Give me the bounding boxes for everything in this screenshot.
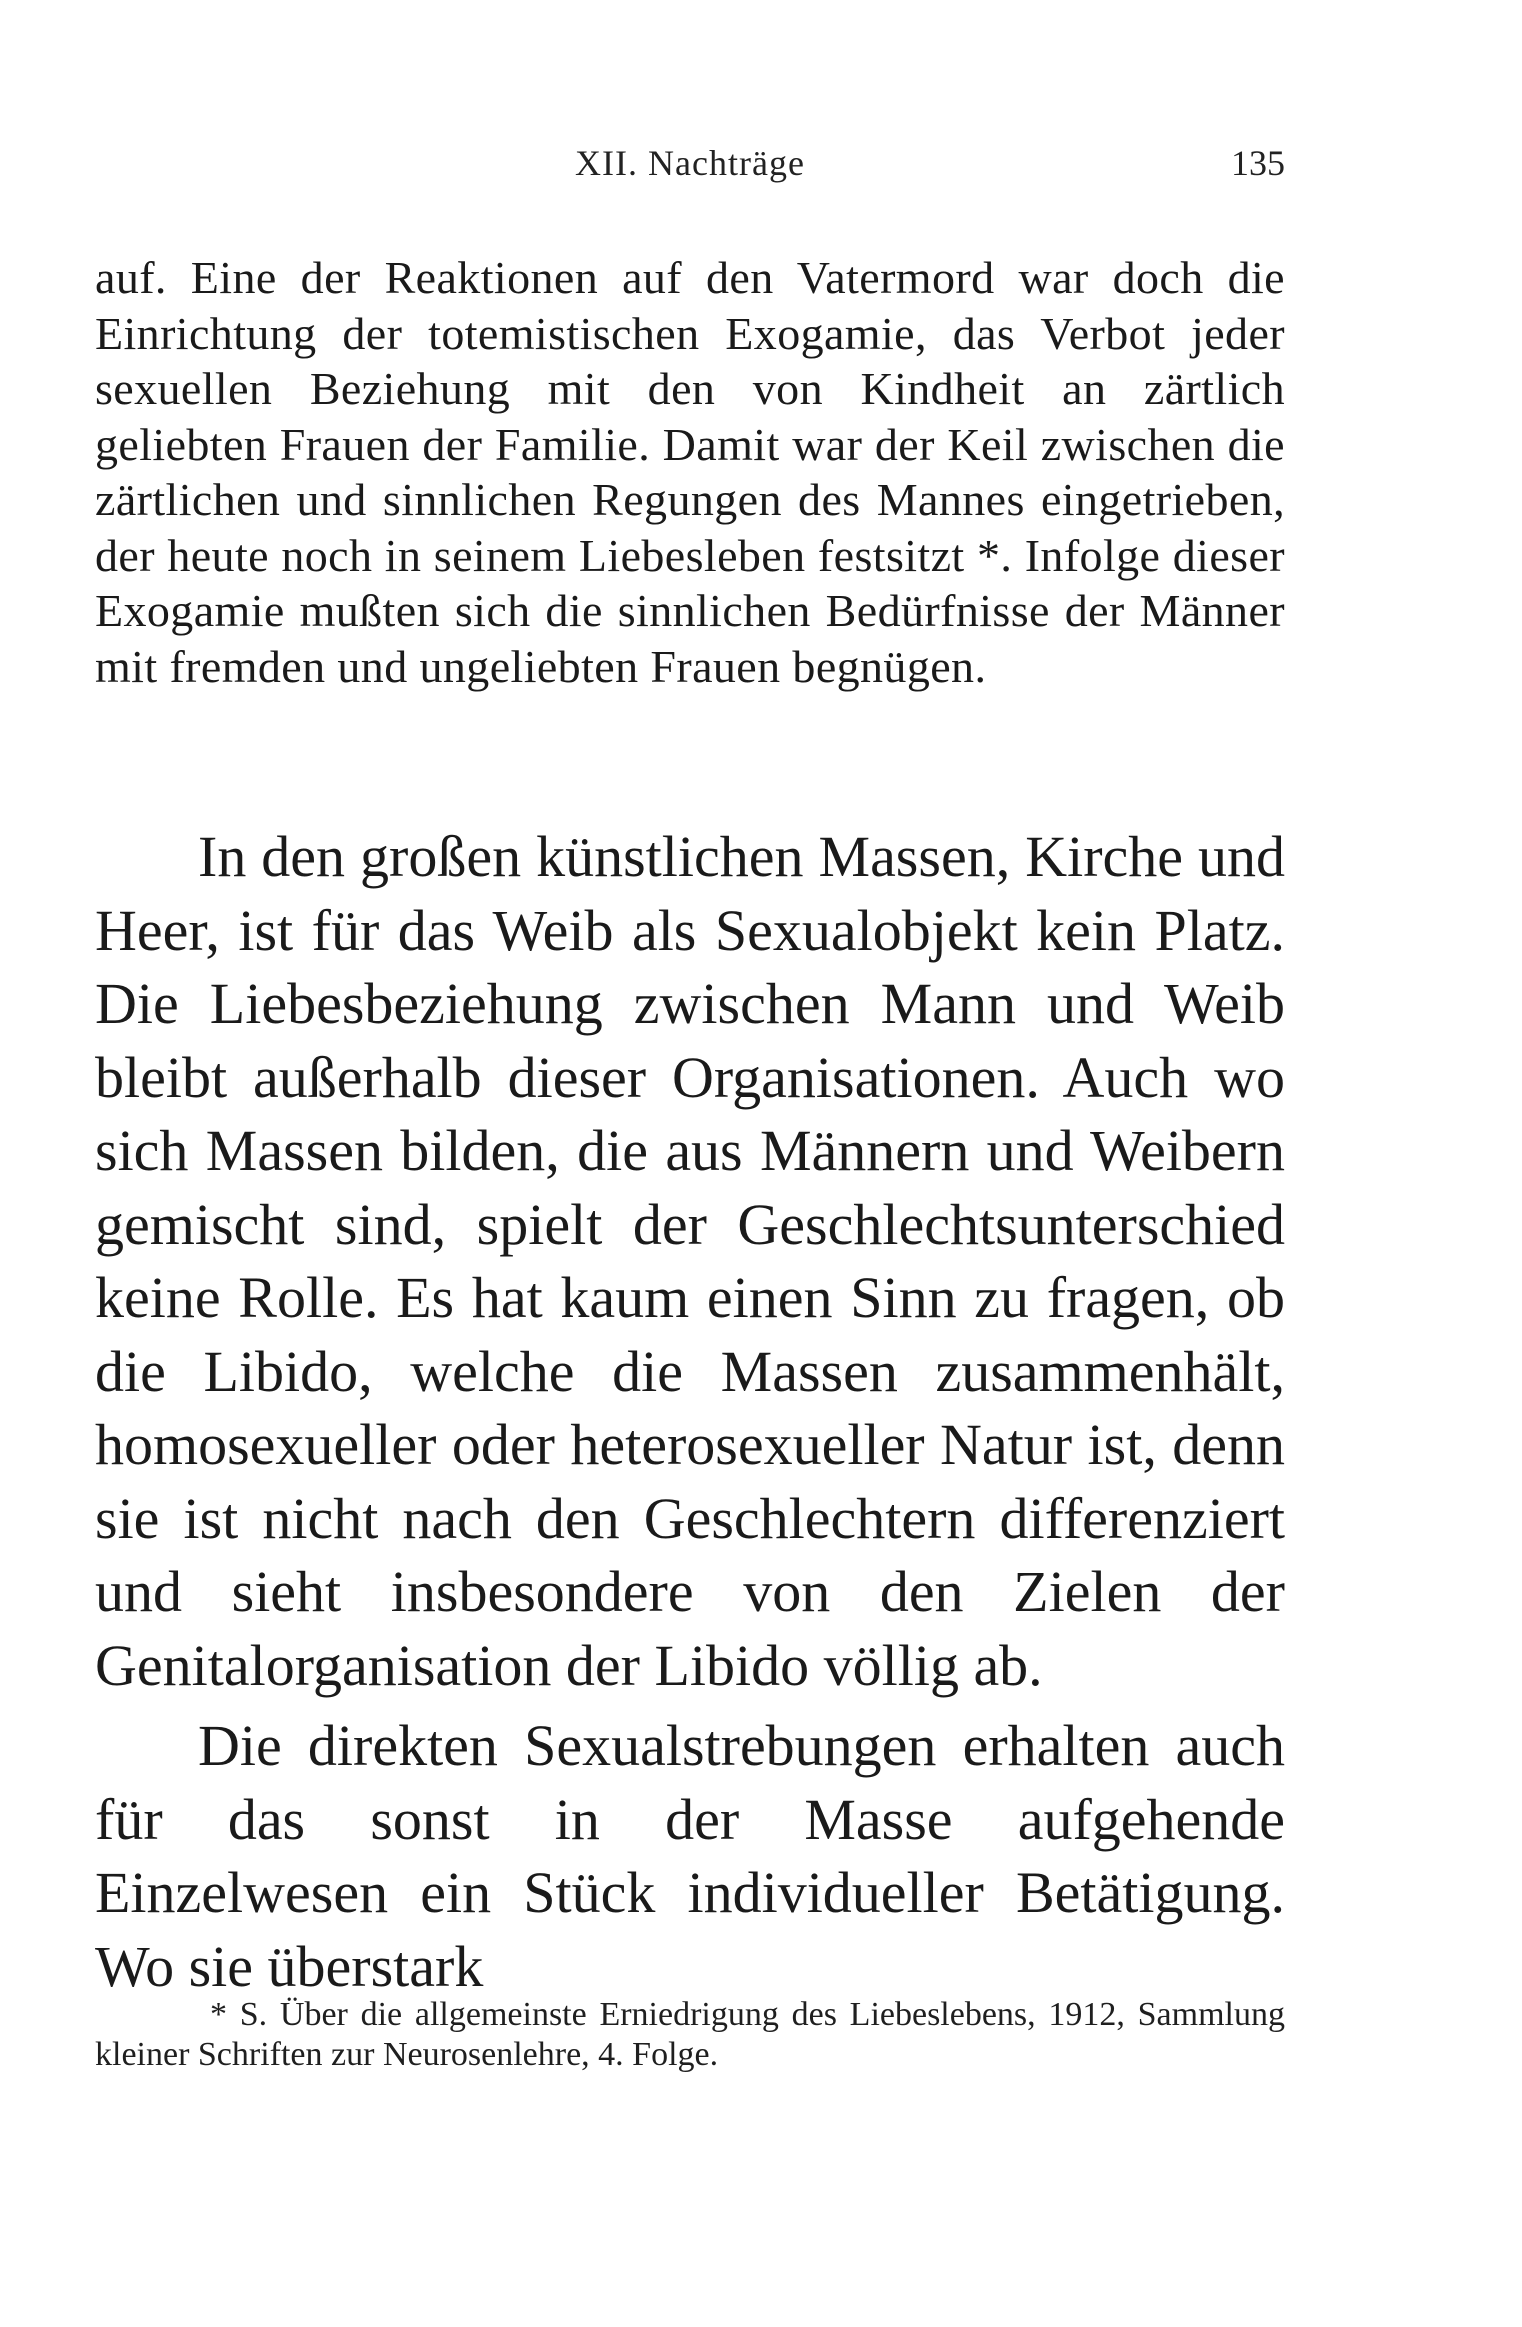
paragraph-3: Die direkten Sexualstrebungen erhalten auch für das sonst in der Masse aufgehende Einzelwesen ein Stück individueller Betätigung. Wo sie überstark [95, 1713, 1285, 1999]
footnote-text: * S. Über die allgemeinste Erniedrigung des Liebeslebens, 1912, Sammlung kleiner Schriften zur Neurosenlehre, 4. Folge. [95, 1996, 1285, 2073]
paragraph-2: In den großen künstlichen Massen, Kirche und Heer, ist für das Weib als Sexualobjekt kein Platz. Die Liebesbeziehung zwischen Mann und Weib bleibt außerhalb dieser Organisationen. Auch wo sich Massen bilden, die aus Männern und Weibern gemischt sind, spielt der Geschlechtsunterschied keine Rolle. Es hat kaum einen Sinn zu fragen, ob die Libido, welche die Massen zusammenhält, homosexueller oder heterosexueller Natur ist, denn sie ist nicht nach den Geschlechtern differenziert und sieht insbesondere von den Zielen der Genitalorganisation der Libido völlig ab. [95, 824, 1285, 1698]
page-number: 135 [1231, 143, 1285, 183]
running-head [95, 142, 1285, 192]
footnote [95, 1995, 1285, 2075]
intro-paragraph: auf. Eine der Reaktionen auf den Vatermord war doch die Einrichtung der totemistischen Exogamie, das Verbot jeder sexuellen Beziehung mit den von Kindheit an zärtlich geliebten Frauen der Familie. Damit war der Keil zwischen die zärtlichen und sinnlichen Regungen des Mannes eingetrieben, der heute noch in seinem Liebesleben festsitzt *. Infolge dieser Exogamie mußten sich die sinnlichen Bedürfnisse der Männer mit fremden und ungeliebten Frauen begnügen. [95, 252, 1285, 692]
main-text-block [95, 820, 1285, 2003]
running-title: XII. Nachträge [575, 143, 805, 183]
intro-text-block [95, 250, 1285, 694]
